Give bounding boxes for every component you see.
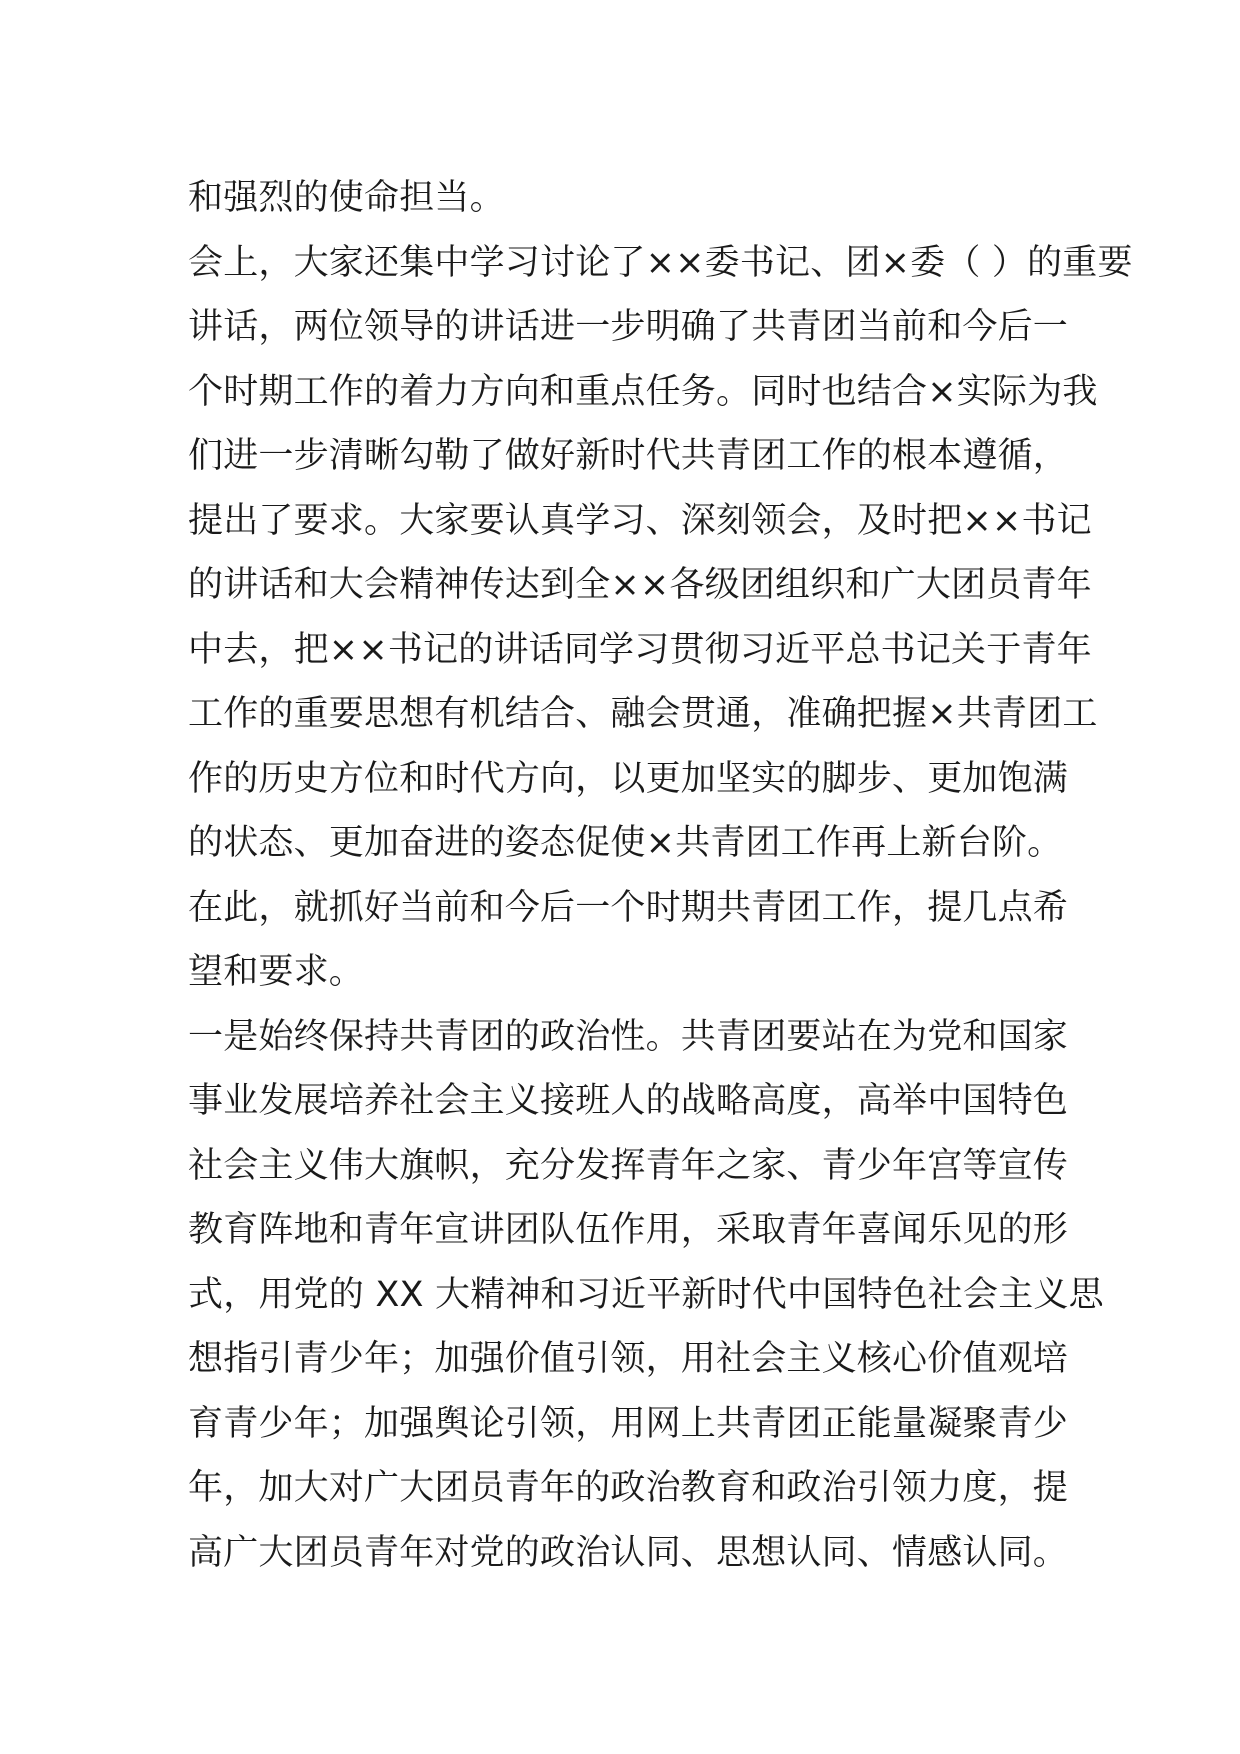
text-line: 一是始终保持共青团的政治性。共青团要站在为党和国家 xyxy=(188,1016,1069,1057)
text-line: 想指引青少年；加强价值引领，用社会主义核心价值观培 xyxy=(188,1339,1069,1379)
text-line: 提出了要求。大家要认真学习、深刻领会，及时把××书记 xyxy=(188,500,1092,541)
text-line: 育青少年；加强舆论引领，用网上共青团正能量凝聚青少 xyxy=(188,1403,1069,1444)
text-line: 中去，把××书记的讲话同学习贯彻习近平总书记关于青年 xyxy=(188,629,1092,670)
text-line: 在此，就抓好当前和今后一个时期共青团工作，提几点希 xyxy=(188,887,1069,928)
text-line: 讲话，两位领导的讲话进一步明确了共青团当前和今后一 xyxy=(188,307,1069,347)
text-line: 的讲话和大会精神传达到全××各级团组织和广大团员青年 xyxy=(188,565,1092,605)
text-line: 望和要求。 xyxy=(188,952,365,992)
text-line: 作的历史方位和时代方向，以更加坚实的脚步、更加饱满 xyxy=(188,758,1069,799)
text-line: 们进一步清晰勾勒了做好新时代共青团工作的根本遵循， xyxy=(188,436,1069,476)
text-line: 会上，大家还集中学习讨论了××委书记、团×委（ ）的重要 xyxy=(188,242,1133,283)
text-line: 式，用党的 XX 大精神和习近平新时代中国特色社会主义思 xyxy=(188,1274,1104,1315)
text-line: 和强烈的使命担当。 xyxy=(188,178,505,218)
text-line: 个时期工作的着力方向和重点任务。同时也结合×实际为我 xyxy=(188,371,1098,412)
text-line: 社会主义伟大旗帜，充分发挥青年之家、青少年宫等宣传 xyxy=(188,1145,1069,1186)
text-line: 工作的重要思想有机结合、融会贯通，准确把握×共青团工 xyxy=(188,694,1098,734)
body-text xyxy=(188,166,1133,1585)
text-line: 年，加大对广大团员青年的政治教育和政治引领力度，提 xyxy=(188,1468,1069,1508)
text-line: 教育阵地和青年宣讲团队伍作用，采取青年喜闻乐见的形 xyxy=(188,1210,1069,1250)
text-line: 高广大团员青年对党的政治认同、思想认同、情感认同。 xyxy=(188,1532,1069,1573)
text-line: 事业发展培养社会主义接班人的战略高度，高举中国特色 xyxy=(188,1081,1069,1121)
text-line: 的状态、更加奋进的姿态促使×共青团工作再上新台阶。 xyxy=(188,823,1063,863)
